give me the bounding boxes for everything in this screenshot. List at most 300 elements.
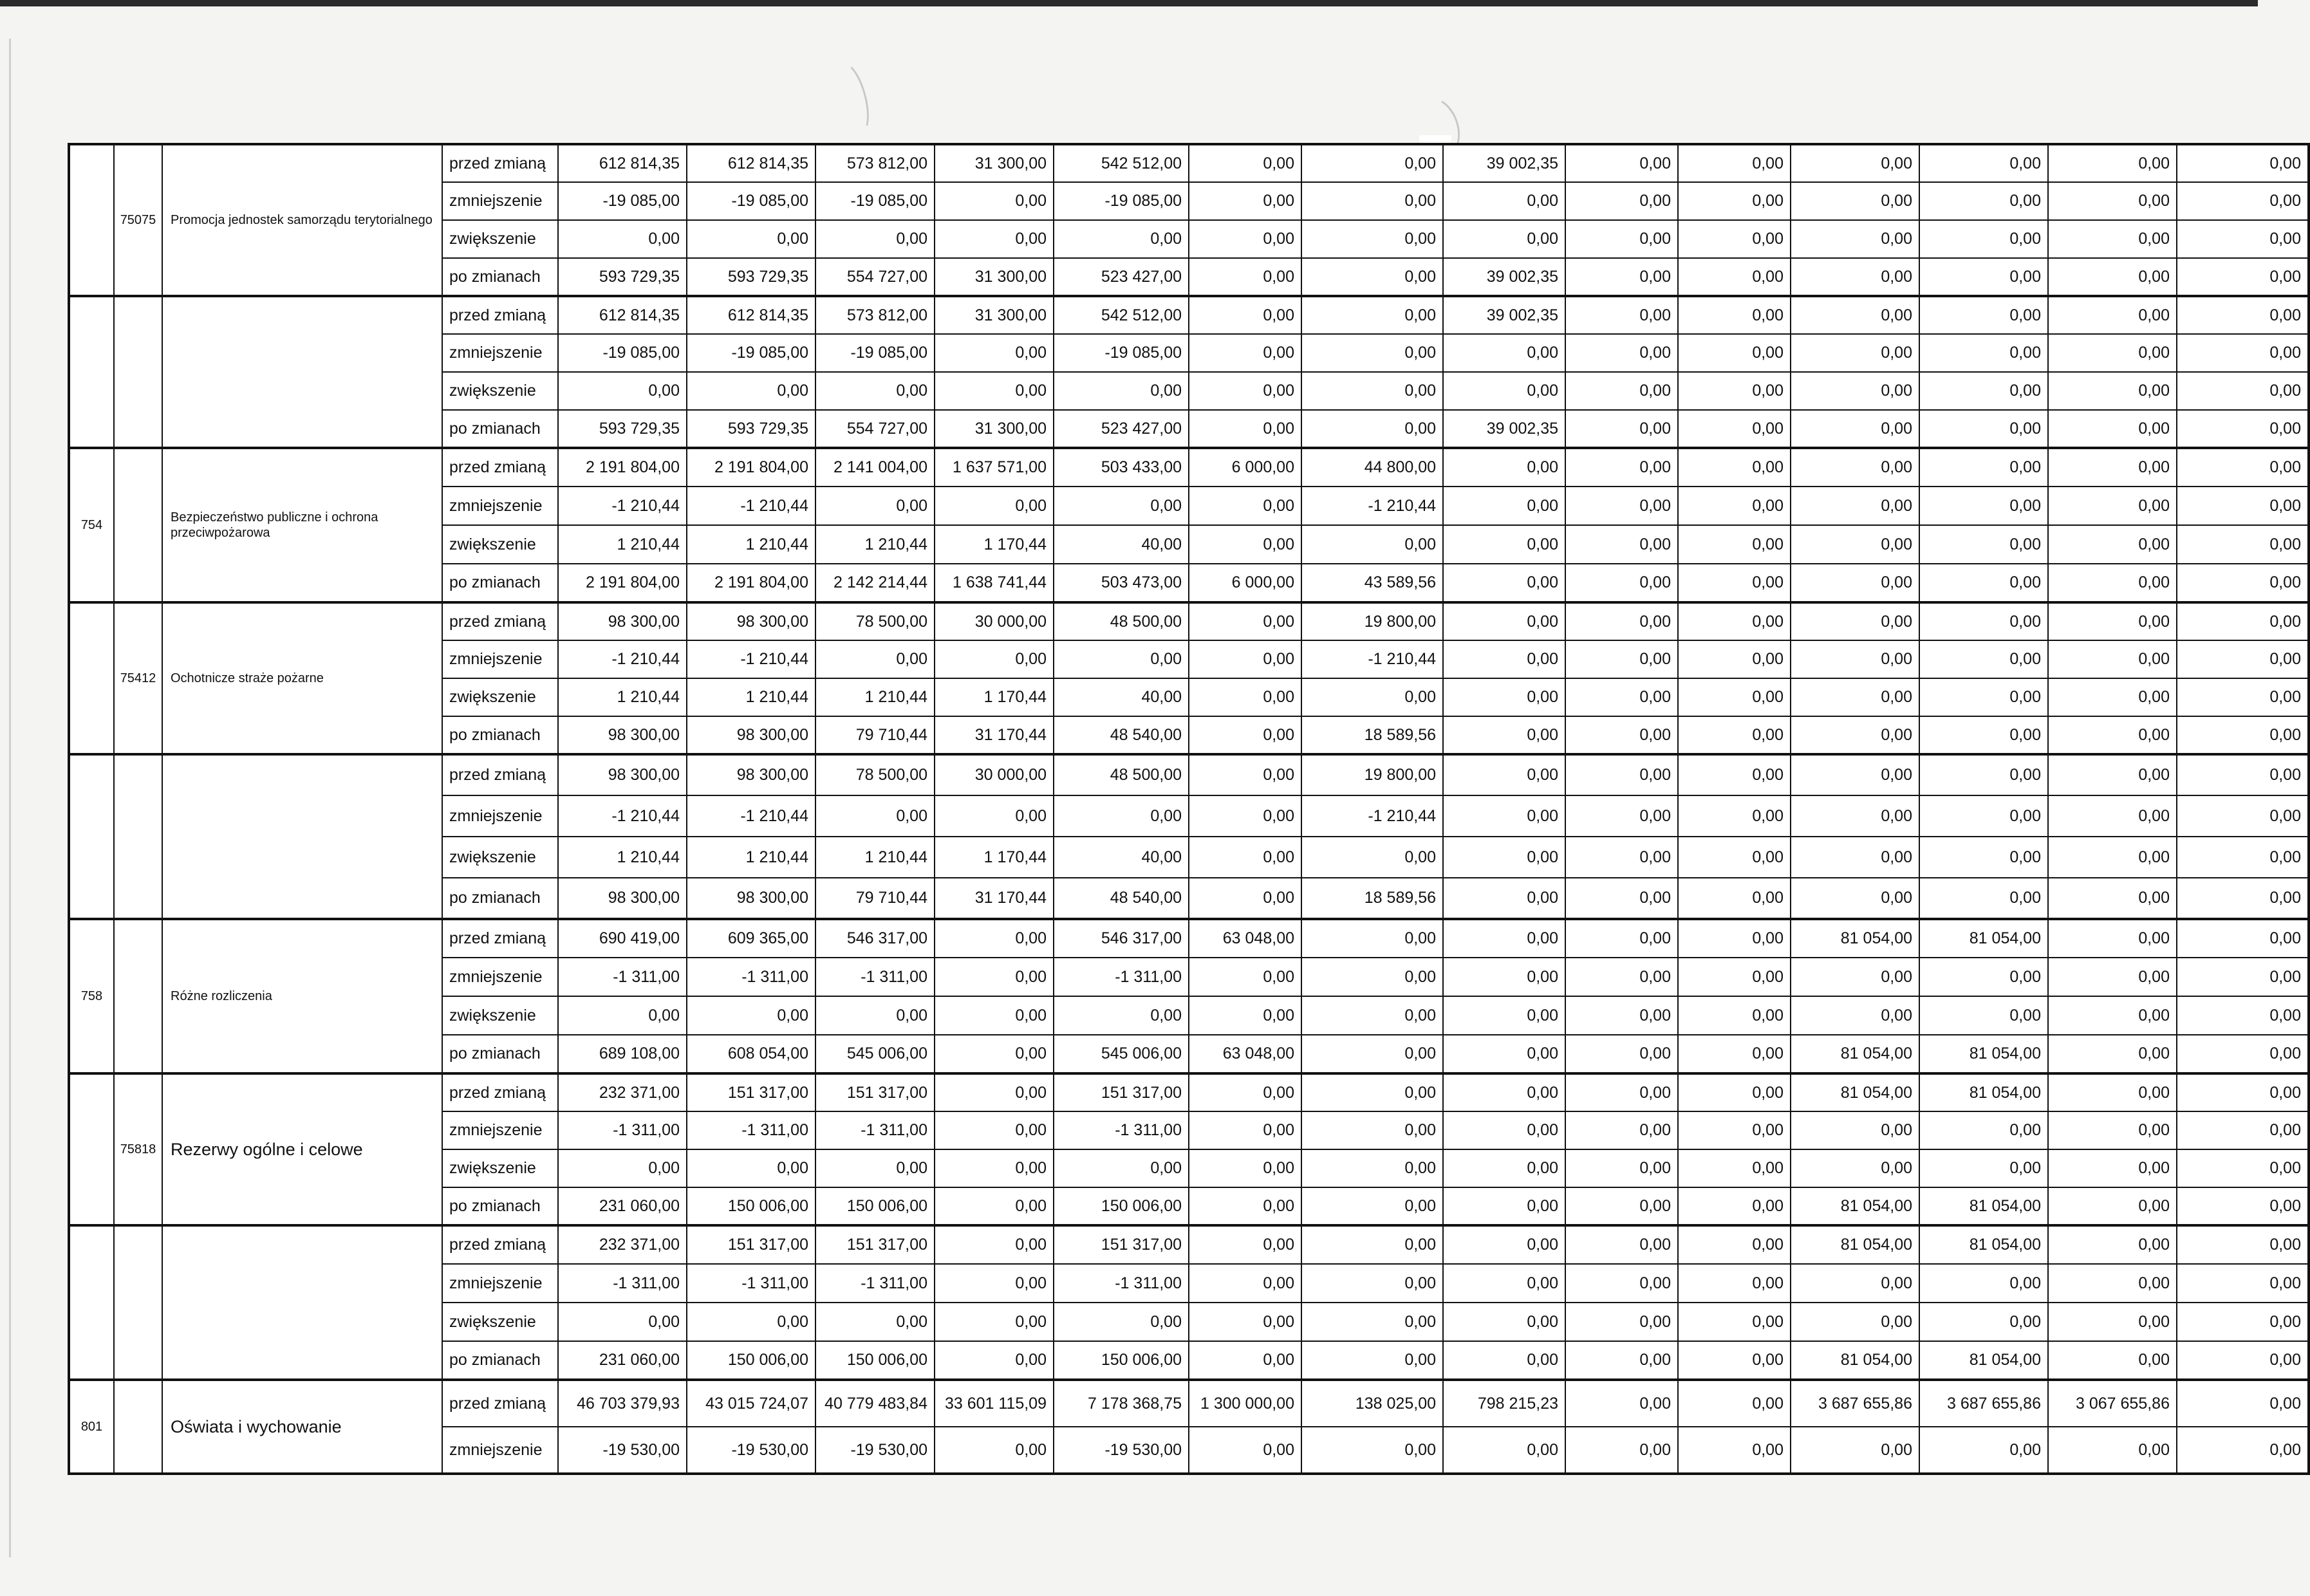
- value-cell: 0,00: [1678, 182, 1791, 220]
- value-cell: 0,00: [2177, 1303, 2309, 1341]
- value-cell: 0,00: [2048, 258, 2177, 296]
- value-cell: -1 311,00: [815, 958, 935, 996]
- value-cell: 0,00: [1189, 754, 1301, 795]
- value-cell: 0,00: [2177, 525, 2309, 564]
- value-cell: 0,00: [1189, 1303, 1301, 1341]
- value-cell: 0,00: [1919, 182, 2048, 220]
- value-cell: 1 638 741,44: [935, 564, 1054, 602]
- value-cell: 0,00: [1678, 1073, 1791, 1111]
- value-cell: 0,00: [2048, 1149, 2177, 1187]
- value-cell: 0,00: [1919, 372, 2048, 410]
- value-cell: 0,00: [1678, 958, 1791, 996]
- row-label-cell: po zmianach: [442, 1035, 558, 1073]
- value-cell: 0,00: [1189, 837, 1301, 878]
- value-cell: 98 300,00: [558, 878, 687, 919]
- value-cell: 81 054,00: [1919, 1225, 2048, 1264]
- value-cell: 0,00: [1565, 220, 1678, 258]
- value-cell: 0,00: [1301, 996, 1443, 1035]
- value-cell: -19 085,00: [558, 334, 687, 372]
- table-row: [69, 1225, 2309, 1264]
- value-cell: -1 210,44: [1301, 795, 1443, 837]
- value-cell: 0,00: [1443, 678, 1565, 716]
- value-cell: 0,00: [2048, 1187, 2177, 1225]
- row-label-cell: zmniejszenie: [442, 1427, 558, 1474]
- value-cell: 0,00: [2048, 716, 2177, 754]
- value-cell: 0,00: [815, 1149, 935, 1187]
- value-cell: 0,00: [1678, 448, 1791, 487]
- value-cell: 0,00: [1443, 996, 1565, 1035]
- value-cell: 0,00: [1054, 1303, 1189, 1341]
- value-cell: -1 311,00: [687, 958, 815, 996]
- value-cell: 0,00: [1565, 837, 1678, 878]
- value-cell: 0,00: [1678, 837, 1791, 878]
- value-cell: 0,00: [935, 1149, 1054, 1187]
- value-cell: -1 210,44: [558, 795, 687, 837]
- value-cell: 0,00: [2177, 1073, 2309, 1111]
- row-label-cell: zmniejszenie: [442, 958, 558, 996]
- value-cell: 98 300,00: [687, 754, 815, 795]
- value-cell: 0,00: [2048, 372, 2177, 410]
- value-cell: 0,00: [1301, 296, 1443, 334]
- value-cell: 0,00: [1054, 996, 1189, 1035]
- value-cell: 0,00: [2048, 410, 2177, 448]
- value-cell: 0,00: [1565, 1111, 1678, 1149]
- value-cell: 0,00: [1443, 716, 1565, 754]
- value-cell: 546 317,00: [815, 919, 935, 958]
- value-cell: 0,00: [1301, 144, 1443, 182]
- rozdzial-cell: [114, 1380, 162, 1474]
- value-cell: 0,00: [815, 640, 935, 678]
- table-row: [69, 144, 2309, 182]
- value-cell: 0,00: [1678, 525, 1791, 564]
- value-cell: 0,00: [1443, 837, 1565, 878]
- value-cell: 0,00: [2048, 602, 2177, 640]
- value-cell: 0,00: [935, 1073, 1054, 1111]
- dzial-cell: 758: [69, 919, 114, 1073]
- row-label-cell: zmniejszenie: [442, 795, 558, 837]
- value-cell: 0,00: [1301, 678, 1443, 716]
- value-cell: 81 054,00: [1791, 1073, 1919, 1111]
- value-cell: 0,00: [1791, 258, 1919, 296]
- value-cell: 0,00: [1678, 258, 1791, 296]
- value-cell: 0,00: [1443, 795, 1565, 837]
- value-cell: 0,00: [2177, 919, 2309, 958]
- value-cell: 0,00: [1443, 372, 1565, 410]
- value-cell: 0,00: [1054, 220, 1189, 258]
- value-cell: 0,00: [2177, 1341, 2309, 1380]
- table-row: [69, 296, 2309, 334]
- value-cell: 0,00: [1443, 1427, 1565, 1474]
- value-cell: 0,00: [1919, 1427, 2048, 1474]
- dzial-cell: [69, 602, 114, 754]
- value-cell: 0,00: [1791, 182, 1919, 220]
- value-cell: -19 085,00: [687, 334, 815, 372]
- value-cell: 690 419,00: [558, 919, 687, 958]
- value-cell: 0,00: [2048, 754, 2177, 795]
- value-cell: 0,00: [1791, 795, 1919, 837]
- value-cell: 0,00: [2177, 296, 2309, 334]
- value-cell: 0,00: [935, 1035, 1054, 1073]
- value-cell: 0,00: [1678, 795, 1791, 837]
- row-label-cell: przed zmianą: [442, 296, 558, 334]
- value-cell: 0,00: [1919, 716, 2048, 754]
- row-label-cell: po zmianach: [442, 1187, 558, 1225]
- value-cell: 0,00: [2048, 919, 2177, 958]
- value-cell: 81 054,00: [1919, 1035, 2048, 1073]
- value-cell: 0,00: [1678, 1035, 1791, 1073]
- value-cell: 0,00: [935, 795, 1054, 837]
- rozdzial-cell: 75818: [114, 1073, 162, 1225]
- value-cell: 0,00: [935, 220, 1054, 258]
- value-cell: 30 000,00: [935, 602, 1054, 640]
- rozdzial-cell: 75412: [114, 602, 162, 754]
- value-cell: 0,00: [1189, 144, 1301, 182]
- value-cell: 0,00: [2177, 144, 2309, 182]
- value-cell: 0,00: [935, 1187, 1054, 1225]
- value-cell: 48 540,00: [1054, 716, 1189, 754]
- value-cell: 150 006,00: [1054, 1187, 1189, 1225]
- row-label-cell: przed zmianą: [442, 919, 558, 958]
- value-cell: 98 300,00: [687, 878, 815, 919]
- value-cell: 43 015 724,07: [687, 1380, 815, 1427]
- value-cell: 0,00: [2177, 1149, 2309, 1187]
- value-cell: -1 311,00: [1054, 1264, 1189, 1303]
- value-cell: 0,00: [2048, 564, 2177, 602]
- value-cell: 151 317,00: [1054, 1073, 1189, 1111]
- value-cell: 0,00: [1301, 182, 1443, 220]
- value-cell: -1 311,00: [1054, 1111, 1189, 1149]
- value-cell: 78 500,00: [815, 602, 935, 640]
- value-cell: 0,00: [1565, 919, 1678, 958]
- value-cell: 0,00: [2177, 640, 2309, 678]
- value-cell: -19 085,00: [558, 182, 687, 220]
- value-cell: 0,00: [1301, 258, 1443, 296]
- value-cell: 39 002,35: [1443, 296, 1565, 334]
- value-cell: 81 054,00: [1791, 1341, 1919, 1380]
- value-cell: 0,00: [1301, 525, 1443, 564]
- value-cell: 31 300,00: [935, 410, 1054, 448]
- value-cell: 6 000,00: [1189, 564, 1301, 602]
- value-cell: 0,00: [815, 487, 935, 525]
- value-cell: 1 210,44: [815, 678, 935, 716]
- value-cell: 0,00: [935, 334, 1054, 372]
- value-cell: -19 530,00: [1054, 1427, 1189, 1474]
- value-cell: 0,00: [1189, 1149, 1301, 1187]
- row-label-cell: zwiększenie: [442, 678, 558, 716]
- value-cell: 0,00: [1565, 1187, 1678, 1225]
- row-label-cell: zwiększenie: [442, 837, 558, 878]
- value-cell: 0,00: [935, 1111, 1054, 1149]
- section-name-cell: Różne rozliczenia: [162, 919, 442, 1073]
- value-cell: 150 006,00: [687, 1341, 815, 1380]
- value-cell: 1 210,44: [815, 837, 935, 878]
- value-cell: 0,00: [2048, 182, 2177, 220]
- row-label-cell: przed zmianą: [442, 448, 558, 487]
- value-cell: 0,00: [1791, 1149, 1919, 1187]
- value-cell: 0,00: [1791, 144, 1919, 182]
- value-cell: 503 433,00: [1054, 448, 1189, 487]
- value-cell: 2 142 214,44: [815, 564, 935, 602]
- value-cell: 0,00: [1791, 525, 1919, 564]
- value-cell: -1 311,00: [687, 1111, 815, 1149]
- value-cell: -19 530,00: [815, 1427, 935, 1474]
- value-cell: 0,00: [1443, 525, 1565, 564]
- value-cell: 0,00: [1443, 878, 1565, 919]
- value-cell: 0,00: [2177, 334, 2309, 372]
- value-cell: 0,00: [2177, 602, 2309, 640]
- value-cell: 0,00: [2048, 1303, 2177, 1341]
- value-cell: -1 311,00: [687, 1264, 815, 1303]
- value-cell: 608 054,00: [687, 1035, 815, 1073]
- value-cell: 1 210,44: [558, 525, 687, 564]
- value-cell: 0,00: [2177, 1264, 2309, 1303]
- value-cell: 0,00: [935, 919, 1054, 958]
- row-label-cell: zmniejszenie: [442, 1111, 558, 1149]
- rozdzial-cell: [114, 296, 162, 448]
- value-cell: -1 311,00: [558, 1111, 687, 1149]
- section-name-cell: Ochotnicze straże pożarne: [162, 602, 442, 754]
- value-cell: 0,00: [935, 1225, 1054, 1264]
- value-cell: 0,00: [2177, 754, 2309, 795]
- value-cell: 31 300,00: [935, 296, 1054, 334]
- value-cell: 0,00: [815, 220, 935, 258]
- value-cell: 0,00: [687, 220, 815, 258]
- value-cell: 0,00: [1189, 220, 1301, 258]
- value-cell: 0,00: [2177, 1187, 2309, 1225]
- table-row: [69, 448, 2309, 487]
- value-cell: 31 170,44: [935, 878, 1054, 919]
- value-cell: 0,00: [2048, 1264, 2177, 1303]
- value-cell: 0,00: [1919, 754, 2048, 795]
- value-cell: -1 210,44: [1301, 487, 1443, 525]
- value-cell: 0,00: [1565, 1149, 1678, 1187]
- dzial-cell: [69, 754, 114, 919]
- value-cell: 0,00: [1565, 678, 1678, 716]
- value-cell: 0,00: [1919, 795, 2048, 837]
- value-cell: 0,00: [1791, 334, 1919, 372]
- value-cell: -1 311,00: [815, 1111, 935, 1149]
- value-cell: 0,00: [1301, 372, 1443, 410]
- table-row: [69, 1073, 2309, 1111]
- dzial-cell: [69, 296, 114, 448]
- value-cell: 0,00: [1919, 1149, 2048, 1187]
- value-cell: 81 054,00: [1919, 1187, 2048, 1225]
- value-cell: 1 170,44: [935, 525, 1054, 564]
- row-label-cell: po zmianach: [442, 878, 558, 919]
- value-cell: 0,00: [1443, 1035, 1565, 1073]
- value-cell: 0,00: [1678, 1111, 1791, 1149]
- value-cell: 98 300,00: [558, 754, 687, 795]
- value-cell: 2 191 804,00: [558, 564, 687, 602]
- budget-change-table: [68, 143, 2310, 1475]
- value-cell: -1 210,44: [687, 487, 815, 525]
- value-cell: 0,00: [2048, 1073, 2177, 1111]
- section-name-cell: Promocja jednostek samorządu terytorialnego: [162, 144, 442, 296]
- value-cell: 0,00: [1678, 1149, 1791, 1187]
- row-label-cell: przed zmianą: [442, 1073, 558, 1111]
- value-cell: 19 800,00: [1301, 754, 1443, 795]
- value-cell: 151 317,00: [815, 1225, 935, 1264]
- row-label-cell: zmniejszenie: [442, 334, 558, 372]
- value-cell: 46 703 379,93: [558, 1380, 687, 1427]
- value-cell: 0,00: [1791, 754, 1919, 795]
- value-cell: 0,00: [1301, 1073, 1443, 1111]
- value-cell: 0,00: [1189, 996, 1301, 1035]
- value-cell: 0,00: [1678, 296, 1791, 334]
- value-cell: 1 300 000,00: [1189, 1380, 1301, 1427]
- value-cell: 0,00: [1189, 487, 1301, 525]
- row-label-cell: zmniejszenie: [442, 487, 558, 525]
- value-cell: 0,00: [1565, 258, 1678, 296]
- value-cell: 0,00: [1054, 487, 1189, 525]
- rozdzial-cell: [114, 754, 162, 919]
- value-cell: 0,00: [1678, 144, 1791, 182]
- row-label-cell: przed zmianą: [442, 1380, 558, 1427]
- value-cell: 0,00: [1678, 1187, 1791, 1225]
- value-cell: -19 085,00: [687, 182, 815, 220]
- value-cell: 2 191 804,00: [687, 448, 815, 487]
- value-cell: 0,00: [2177, 1380, 2309, 1427]
- value-cell: 0,00: [1443, 1264, 1565, 1303]
- value-cell: 0,00: [2177, 182, 2309, 220]
- value-cell: 0,00: [1678, 919, 1791, 958]
- value-cell: 0,00: [1443, 1149, 1565, 1187]
- value-cell: 0,00: [935, 1427, 1054, 1474]
- value-cell: 0,00: [1678, 754, 1791, 795]
- value-cell: 0,00: [2177, 1225, 2309, 1264]
- value-cell: 554 727,00: [815, 410, 935, 448]
- value-cell: 0,00: [1565, 1427, 1678, 1474]
- value-cell: 0,00: [1189, 1264, 1301, 1303]
- value-cell: 81 054,00: [1791, 1225, 1919, 1264]
- value-cell: -1 311,00: [815, 1264, 935, 1303]
- value-cell: 31 170,44: [935, 716, 1054, 754]
- row-label-cell: po zmianach: [442, 410, 558, 448]
- value-cell: 0,00: [1791, 448, 1919, 487]
- value-cell: 0,00: [2177, 837, 2309, 878]
- value-cell: 0,00: [2048, 487, 2177, 525]
- value-cell: 0,00: [2177, 996, 2309, 1035]
- value-cell: 0,00: [2177, 958, 2309, 996]
- value-cell: 0,00: [1791, 1111, 1919, 1149]
- scan-left-edge: [9, 39, 11, 1557]
- value-cell: 1 170,44: [935, 678, 1054, 716]
- value-cell: 0,00: [1565, 958, 1678, 996]
- value-cell: 0,00: [1678, 334, 1791, 372]
- value-cell: 0,00: [1791, 410, 1919, 448]
- value-cell: -1 210,44: [558, 487, 687, 525]
- rozdzial-cell: [114, 1225, 162, 1380]
- value-cell: 0,00: [1565, 1225, 1678, 1264]
- value-cell: 0,00: [1678, 564, 1791, 602]
- value-cell: 7 178 368,75: [1054, 1380, 1189, 1427]
- row-label-cell: po zmianach: [442, 716, 558, 754]
- value-cell: 0,00: [935, 182, 1054, 220]
- value-cell: 39 002,35: [1443, 410, 1565, 448]
- value-cell: 609 365,00: [687, 919, 815, 958]
- value-cell: 6 000,00: [1189, 448, 1301, 487]
- value-cell: 0,00: [2177, 716, 2309, 754]
- value-cell: 0,00: [1678, 1380, 1791, 1427]
- value-cell: 0,00: [1565, 410, 1678, 448]
- value-cell: 503 473,00: [1054, 564, 1189, 602]
- value-cell: 0,00: [1189, 958, 1301, 996]
- value-cell: 0,00: [1054, 795, 1189, 837]
- value-cell: 0,00: [558, 1303, 687, 1341]
- value-cell: 0,00: [815, 1303, 935, 1341]
- value-cell: 0,00: [1054, 640, 1189, 678]
- value-cell: 0,00: [935, 487, 1054, 525]
- section-name-cell: Rezerwy ogólne i celowe: [162, 1073, 442, 1225]
- value-cell: 0,00: [1678, 1427, 1791, 1474]
- value-cell: 542 512,00: [1054, 144, 1189, 182]
- row-label-cell: zwiększenie: [442, 1303, 558, 1341]
- value-cell: 0,00: [687, 1303, 815, 1341]
- value-cell: 1 170,44: [935, 837, 1054, 878]
- value-cell: 612 814,35: [687, 296, 815, 334]
- value-cell: 0,00: [1301, 1427, 1443, 1474]
- section-name-cell: Bezpieczeństwo publiczne i ochrona przeciwpożarowa: [162, 448, 442, 602]
- value-cell: 48 540,00: [1054, 878, 1189, 919]
- value-cell: 0,00: [2177, 1111, 2309, 1149]
- value-cell: 0,00: [1189, 878, 1301, 919]
- value-cell: 0,00: [1189, 525, 1301, 564]
- value-cell: 0,00: [2048, 996, 2177, 1035]
- value-cell: 151 317,00: [815, 1073, 935, 1111]
- value-cell: 0,00: [1301, 958, 1443, 996]
- value-cell: -1 210,44: [1301, 640, 1443, 678]
- value-cell: 0,00: [1919, 1303, 2048, 1341]
- rozdzial-cell: 75075: [114, 144, 162, 296]
- value-cell: -19 085,00: [1054, 334, 1189, 372]
- value-cell: 0,00: [1189, 410, 1301, 448]
- value-cell: 0,00: [1189, 678, 1301, 716]
- value-cell: 0,00: [1189, 1225, 1301, 1264]
- value-cell: 0,00: [1443, 919, 1565, 958]
- value-cell: 0,00: [1565, 487, 1678, 525]
- value-cell: 0,00: [1919, 448, 2048, 487]
- value-cell: 0,00: [2048, 640, 2177, 678]
- value-cell: 593 729,35: [687, 410, 815, 448]
- value-cell: 1 210,44: [815, 525, 935, 564]
- value-cell: 0,00: [1189, 1111, 1301, 1149]
- value-cell: 0,00: [1443, 602, 1565, 640]
- value-cell: 0,00: [1919, 996, 2048, 1035]
- value-cell: -1 210,44: [687, 795, 815, 837]
- paper-fold-mark: [828, 59, 875, 138]
- value-cell: 0,00: [1919, 487, 2048, 525]
- value-cell: 0,00: [1919, 410, 2048, 448]
- value-cell: -19 530,00: [687, 1427, 815, 1474]
- value-cell: 593 729,35: [687, 258, 815, 296]
- value-cell: 0,00: [1791, 640, 1919, 678]
- value-cell: 0,00: [1189, 1341, 1301, 1380]
- value-cell: 554 727,00: [815, 258, 935, 296]
- value-cell: 0,00: [1791, 958, 1919, 996]
- value-cell: 0,00: [1678, 996, 1791, 1035]
- value-cell: 0,00: [2048, 1427, 2177, 1474]
- value-cell: 0,00: [687, 996, 815, 1035]
- row-label-cell: zwiększenie: [442, 220, 558, 258]
- value-cell: 0,00: [1443, 1187, 1565, 1225]
- value-cell: 79 710,44: [815, 716, 935, 754]
- value-cell: 2 191 804,00: [558, 448, 687, 487]
- value-cell: 0,00: [1189, 1187, 1301, 1225]
- value-cell: 1 210,44: [558, 678, 687, 716]
- dzial-cell: 801: [69, 1380, 114, 1474]
- value-cell: 545 006,00: [815, 1035, 935, 1073]
- value-cell: 0,00: [1189, 795, 1301, 837]
